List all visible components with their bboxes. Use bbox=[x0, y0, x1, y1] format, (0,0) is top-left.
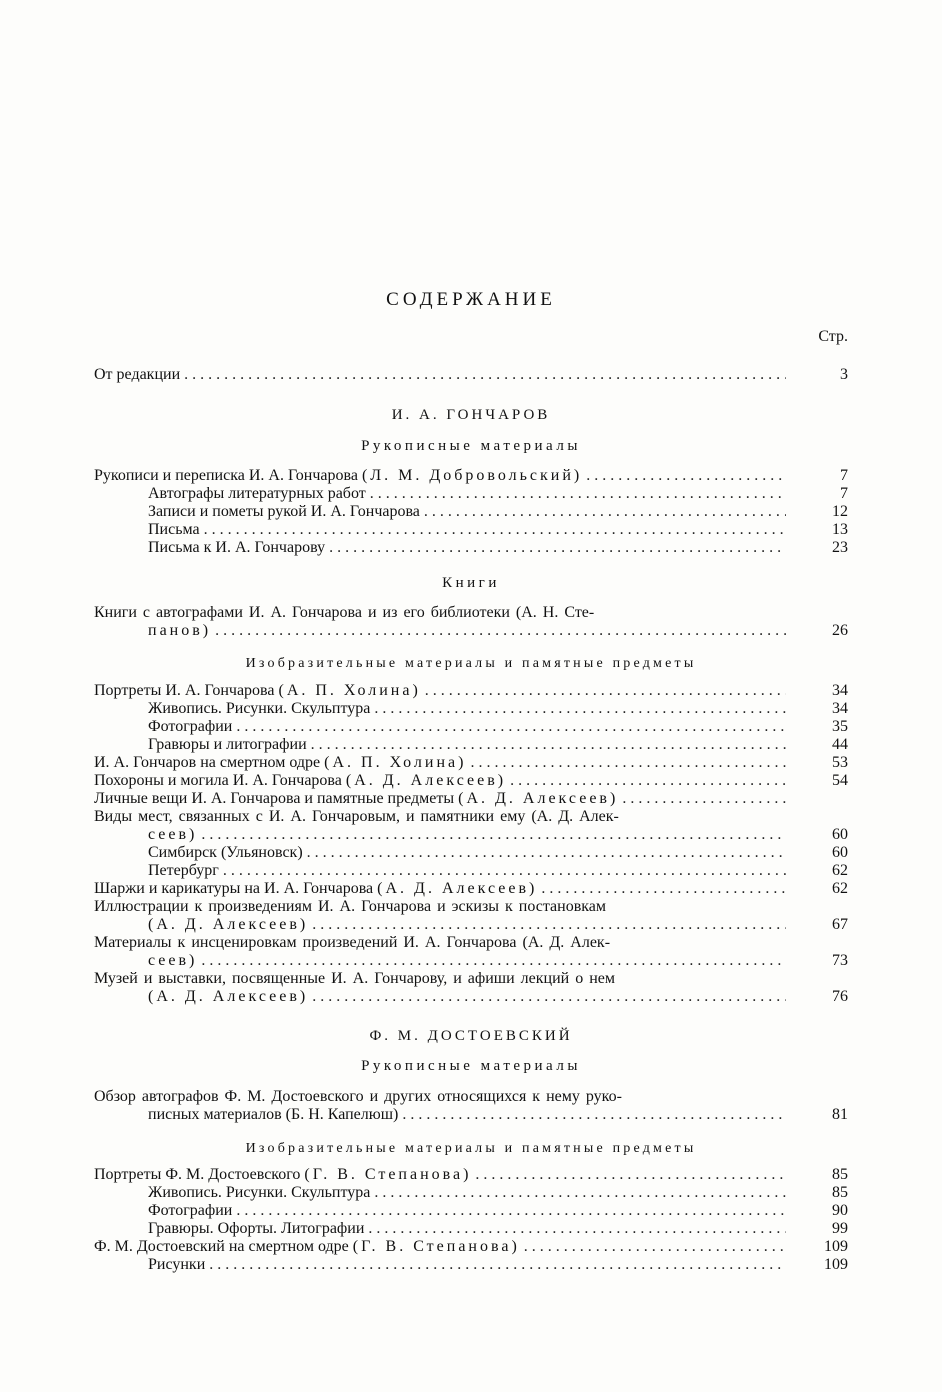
section-heading-dostoevsky: Ф. М. ДОСТОЕВСКИЙ bbox=[369, 1028, 573, 1044]
toc-subentry[interactable]: Фотографии . . . 90 bbox=[94, 1202, 848, 1220]
toc-subentry[interactable]: Живопись. Рисунки. Скульптура . . . 85 bbox=[94, 1184, 848, 1202]
toc-subentry[interactable]: Записи и пометы рукой И. А. Гончарова . . . 12 bbox=[94, 503, 848, 521]
toc-entry-line[interactable]: Иллюстрации к произведениям И. А. Гончарова и эскизы к постановкам bbox=[94, 898, 607, 915]
toc-subentry[interactable]: Письма к И. А. Гончарову . . . 23 bbox=[94, 539, 848, 557]
toc-entry[interactable]: Портреты И. А. Гончарова (А. П. Холина) . . . 34 bbox=[94, 682, 848, 700]
toc-subentry[interactable]: Симбирск (Ульяновск) . . . 60 bbox=[94, 844, 848, 862]
section-heading-goncharov: И. А. ГОНЧАРОВ bbox=[391, 407, 551, 423]
toc-entry-continuation[interactable]: сеев) . . . 73 bbox=[94, 952, 848, 970]
toc-dostoevsky-visual bbox=[94, 1166, 848, 1274]
page-column-label: Стр. bbox=[818, 328, 848, 345]
subsection-heading: Книги bbox=[442, 575, 500, 591]
toc-subentry[interactable]: Живопись. Рисунки. Скульптура . . . 34 bbox=[94, 700, 848, 718]
toc-goncharov-books bbox=[94, 604, 848, 640]
toc-entry[interactable]: От редакции . . . 3 bbox=[94, 366, 848, 384]
toc-entry[interactable]: Личные вещи И. А. Гончарова и памятные предметы (А. Д. Алексеев) . . . bbox=[94, 790, 848, 808]
subsection-heading: Рукописные материалы bbox=[361, 1058, 581, 1074]
toc-intro bbox=[94, 366, 848, 384]
toc-entry-line[interactable]: Книги с автографами И. А. Гончарова и из его библиотеки (А. Н. Сте- bbox=[94, 604, 595, 621]
toc-entry-line[interactable]: Материалы к инсценировкам произведений И. А. Гончарова (А. Д. Алек- bbox=[94, 934, 611, 951]
toc-entry-continuation[interactable]: панов) . . . 26 bbox=[94, 622, 848, 640]
toc-goncharov-manuscripts bbox=[94, 467, 848, 557]
toc-entry[interactable]: И. А. Гончаров на смертном одре (А. П. Холина) . . . 53 bbox=[94, 754, 848, 772]
toc-entry-line[interactable]: Музей и выставки, посвященные И. А. Гончарову, и афиши лекций о нем bbox=[94, 970, 616, 987]
subsection-heading: Изобразительные материалы и памятные предметы bbox=[245, 1141, 697, 1156]
toc-entry-line[interactable]: Виды мест, связанных с И. А. Гончаровым, и памятники ему (А. Д. Алек- bbox=[94, 808, 619, 825]
toc-entry[interactable]: Похороны и могила И. А. Гончарова (А. Д. Алексеев) . . . 54 bbox=[94, 772, 848, 790]
toc-entry[interactable]: Портреты Ф. М. Достоевского (Г. В. Степанова) . . . 85 bbox=[94, 1166, 848, 1184]
toc-subentry[interactable]: Гравюры и литографии . . . 44 bbox=[94, 736, 848, 754]
toc-entry[interactable]: Шаржи и карикатуры на И. А. Гончарова (А. Д. Алексеев) . . . 62 bbox=[94, 880, 848, 898]
toc-subentry[interactable]: Гравюры. Офорты. Литографии . . . 99 bbox=[94, 1220, 848, 1238]
toc-entry-continuation[interactable]: сеев) . . . 60 bbox=[94, 826, 848, 844]
toc-subentry[interactable]: Петербург . . . 62 bbox=[94, 862, 848, 880]
page-title: СОДЕРЖАНИЕ bbox=[386, 289, 556, 310]
toc-subentry[interactable]: Фотографии . . . 35 bbox=[94, 718, 848, 736]
toc-subentry[interactable]: Письма . . . 13 bbox=[94, 521, 848, 539]
toc-entry-continuation[interactable]: (А. Д. Алексеев) . . . 76 bbox=[94, 988, 848, 1006]
toc-entry-continuation[interactable]: писных материалов (Б. Н. Капелюш) . . . 81 bbox=[94, 1106, 848, 1124]
subsection-heading: Изобразительные материалы и памятные предметы bbox=[245, 656, 697, 671]
toc-entry-line[interactable]: Обзор автографов Ф. М. Достоевского и других относящихся к нему руко- bbox=[94, 1088, 622, 1105]
toc-dostoevsky-manuscripts bbox=[94, 1088, 848, 1124]
toc-entry[interactable]: Рукописи и переписка И. А. Гончарова (Л. М. Добровольский) . . . 7 bbox=[94, 467, 848, 485]
toc-entry[interactable]: Ф. М. Достоевский на смертном одре (Г. В. Степанова) . . . 109 bbox=[94, 1238, 848, 1256]
subsection-heading: Рукописные материалы bbox=[361, 438, 581, 454]
toc-goncharov-visual bbox=[94, 682, 848, 1006]
toc-subentry[interactable]: Рисунки . . . 109 bbox=[94, 1256, 848, 1274]
toc-entry-continuation[interactable]: (А. Д. Алексеев) . . . 67 bbox=[94, 916, 848, 934]
toc-subentry[interactable]: Автографы литературных работ . . . 7 bbox=[94, 485, 848, 503]
